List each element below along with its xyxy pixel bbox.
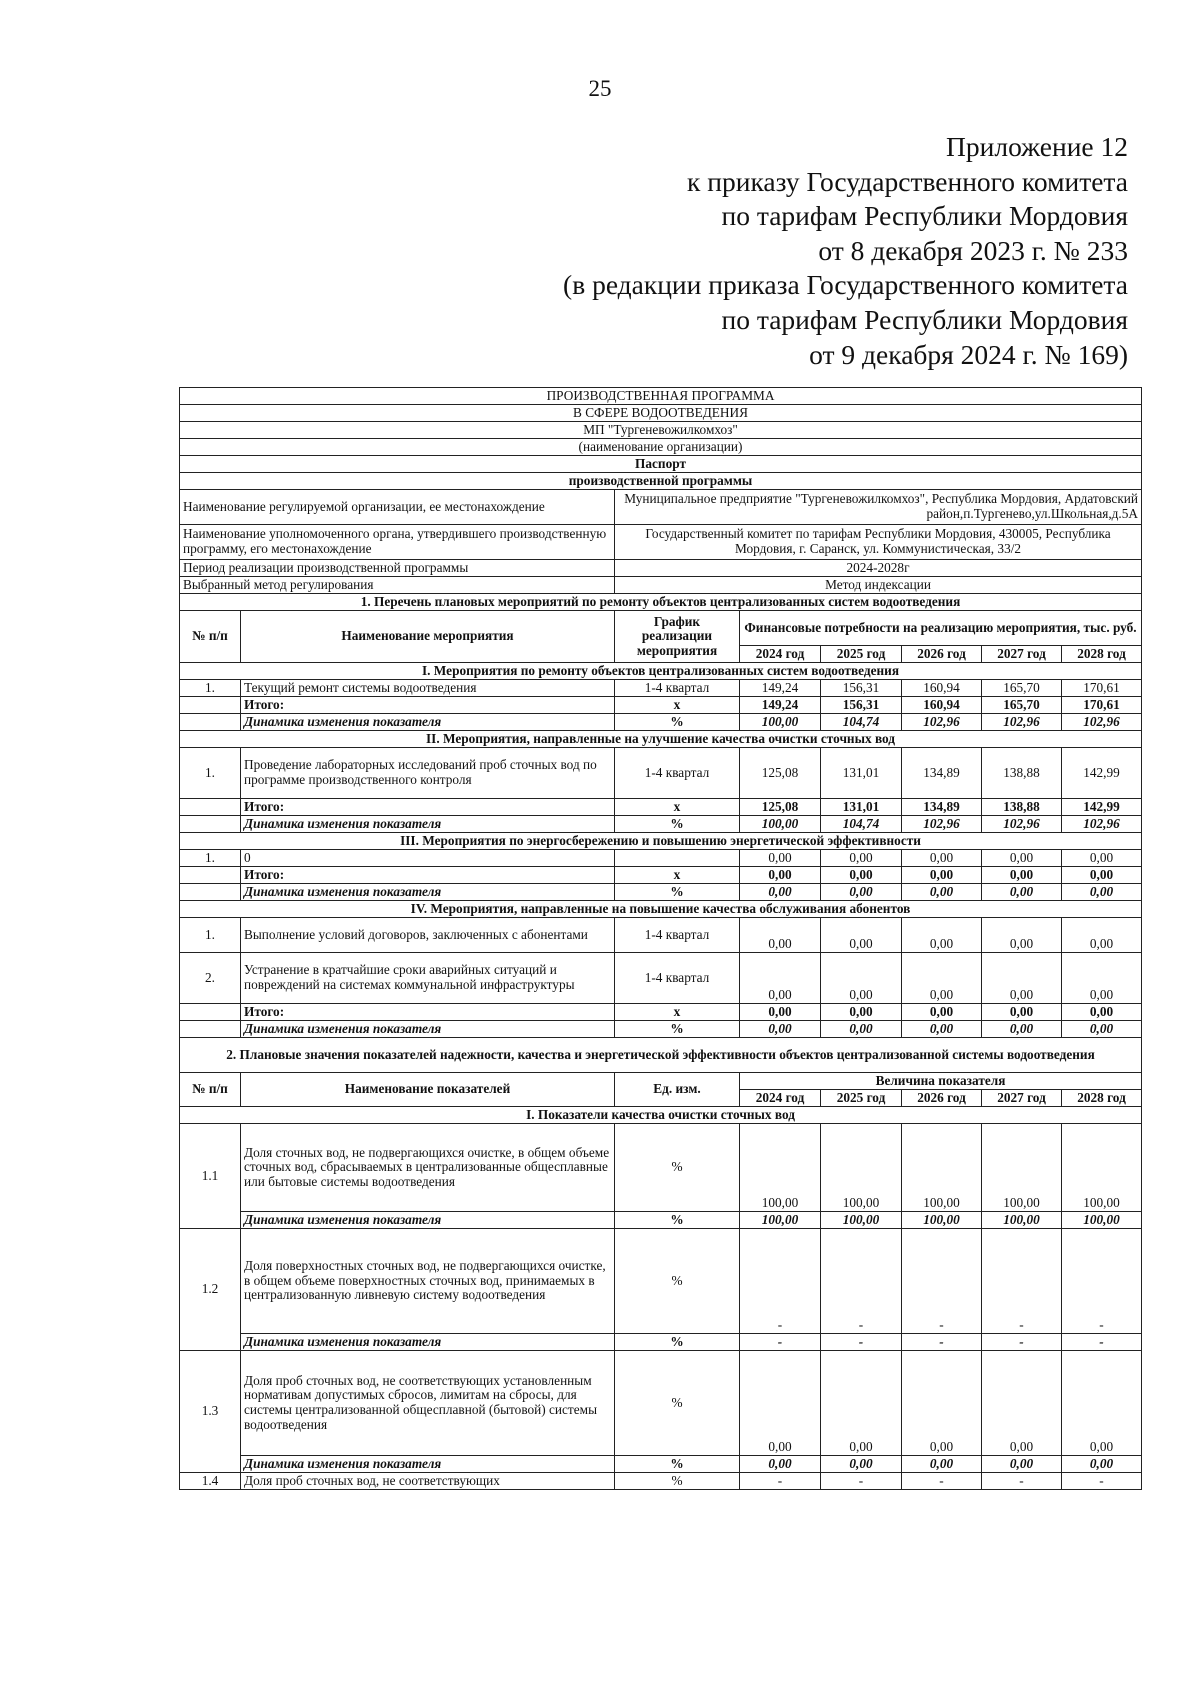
- col-header-name: Наименование мероприятия: [241, 611, 615, 663]
- page-number: 25: [588, 76, 612, 101]
- year-header: 2027 год: [982, 1090, 1062, 1107]
- dynamics-value: 0,00: [1062, 1021, 1142, 1038]
- total-unit: х: [615, 1004, 740, 1021]
- item-number: 1.: [180, 680, 241, 697]
- total-value: 125,08: [740, 799, 821, 816]
- program-title: ПРОИЗВОДСТВЕННАЯ ПРОГРАММА: [180, 388, 1142, 405]
- indicator-value: 0,00: [740, 1351, 821, 1456]
- item-value: 149,24: [740, 680, 821, 697]
- appendix-header: [563, 130, 1128, 372]
- item-number: 1.: [180, 748, 241, 799]
- item-value: 0,00: [740, 953, 821, 1004]
- dynamics-value: 0,00: [821, 884, 902, 901]
- dynamics-value: 104,74: [821, 816, 902, 833]
- dynamics-value: 0,00: [740, 1456, 821, 1473]
- dynamics-label: Динамика изменения показателя: [241, 1334, 615, 1351]
- indicator-value: -: [821, 1473, 902, 1490]
- dynamics-value: 0,00: [1062, 884, 1142, 901]
- indicator-value: -: [902, 1473, 982, 1490]
- indicator-value: -: [740, 1473, 821, 1490]
- dynamics-value: 0,00: [902, 1021, 982, 1038]
- production-program-table: [179, 387, 1142, 1490]
- passport-label: Период реализации производственной программы: [180, 560, 615, 577]
- indicator-value: 100,00: [982, 1124, 1062, 1212]
- indicator-name: Доля проб сточных вод, не соответствующих: [241, 1473, 615, 1490]
- dynamics-value: 100,00: [821, 1212, 902, 1229]
- total-value: 0,00: [740, 1004, 821, 1021]
- dynamics-num: [180, 816, 241, 833]
- appendix-line: Приложение 12: [946, 131, 1128, 162]
- appendix-line: к приказу Государственного комитета: [687, 165, 1128, 197]
- appendix-line: по тарифам Республики Мордовия: [721, 303, 1128, 335]
- item-number: 2.: [180, 953, 241, 1004]
- item-value: 0,00: [821, 953, 902, 1004]
- item-value: 0,00: [982, 850, 1062, 867]
- year-header: 2026 год: [902, 646, 982, 663]
- appendix-line: от 8 декабря 2023 г. № 233: [818, 234, 1128, 266]
- item-schedule: 1-4 квартал: [615, 748, 740, 799]
- item-number: 1.: [180, 850, 241, 867]
- section2-title: 2. Плановые значения показателей надежности, качества и энергетической эффективности объектов централизованной системы водоотведения: [180, 1038, 1142, 1073]
- dynamics-value: 100,00: [982, 1212, 1062, 1229]
- item-name: Устранение в кратчайшие сроки аварийных ситуаций и повреждений на системах коммунальной инфраструктуры: [241, 953, 615, 1004]
- item-value: 0,00: [1062, 918, 1142, 953]
- item-schedule: 1-4 квартал: [615, 680, 740, 697]
- passport-title: Паспорт: [180, 456, 1142, 473]
- dynamics-num: [180, 884, 241, 901]
- dynamics-value: 0,00: [821, 1456, 902, 1473]
- dynamics-value: 0,00: [1062, 1456, 1142, 1473]
- total-unit: х: [615, 697, 740, 714]
- year-header: 2028 год: [1062, 646, 1142, 663]
- item-value: 131,01: [821, 748, 902, 799]
- item-schedule: [615, 850, 740, 867]
- dynamics-value: -: [821, 1334, 902, 1351]
- total-value: 134,89: [902, 799, 982, 816]
- dynamics-value: 0,00: [740, 1021, 821, 1038]
- appendix-line: от 9 декабря 2024 г. № 169): [809, 338, 1128, 370]
- item-name: Выполнение условий договоров, заключенных с абонентами: [241, 918, 615, 953]
- dynamics-unit: %: [615, 884, 740, 901]
- indicator-value: 0,00: [821, 1351, 902, 1456]
- indicator-value: 100,00: [902, 1124, 982, 1212]
- total-num: [180, 697, 241, 714]
- indicator-value: -: [982, 1229, 1062, 1334]
- total-value: 0,00: [902, 1004, 982, 1021]
- total-value: 0,00: [982, 1004, 1062, 1021]
- total-value: 0,00: [821, 867, 902, 884]
- item-value: 0,00: [1062, 953, 1142, 1004]
- indicator-value: -: [1062, 1229, 1142, 1334]
- indicator-value: 100,00: [821, 1124, 902, 1212]
- section1-title: 1. Перечень плановых мероприятий по ремонту объектов централизованных систем водоотведения: [180, 594, 1142, 611]
- passport-subtitle: производственной программы: [180, 473, 1142, 490]
- dynamics-value: 100,00: [740, 816, 821, 833]
- indicator-value: -: [902, 1229, 982, 1334]
- passport-value: Государственный комитет по тарифам Республики Мордовия, 430005, Республика Мордовия, г. Саранск, ул. Коммунистическая, 33/2: [615, 525, 1142, 560]
- total-value: 170,61: [1062, 697, 1142, 714]
- indicator-unit: %: [615, 1351, 740, 1456]
- indicator-value: -: [740, 1229, 821, 1334]
- total-value: 0,00: [821, 1004, 902, 1021]
- col-header-value: Величина показателя: [740, 1073, 1142, 1090]
- item-value: 0,00: [902, 918, 982, 953]
- dynamics-value: 100,00: [902, 1212, 982, 1229]
- group-title: IV. Мероприятия, направленные на повышение качества обслуживания абонентов: [180, 901, 1142, 918]
- dynamics-value: -: [740, 1334, 821, 1351]
- item-name: 0: [241, 850, 615, 867]
- dynamics-value: -: [902, 1334, 982, 1351]
- dynamics-unit: %: [615, 1334, 740, 1351]
- passport-label: Выбранный метод регулирования: [180, 577, 615, 594]
- total-value: 165,70: [982, 697, 1062, 714]
- dynamics-value: -: [1062, 1334, 1142, 1351]
- passport-value: 2024-2028г: [615, 560, 1142, 577]
- indicator-value: -: [1062, 1473, 1142, 1490]
- indicator-value: 0,00: [902, 1351, 982, 1456]
- dynamics-value: 102,96: [982, 816, 1062, 833]
- dynamics-value: 102,96: [1062, 816, 1142, 833]
- item-value: 165,70: [982, 680, 1062, 697]
- group-title: III. Мероприятия по энергосбережению и повышению энергетической эффективности: [180, 833, 1142, 850]
- dynamics-unit: %: [615, 1021, 740, 1038]
- year-header: 2026 год: [902, 1090, 982, 1107]
- total-value: 149,24: [740, 697, 821, 714]
- organization-caption: (наименование организации): [180, 439, 1142, 456]
- indicator-number: 1.2: [180, 1229, 241, 1351]
- item-value: 0,00: [902, 850, 982, 867]
- dynamics-label: Динамика изменения показателя: [241, 714, 615, 731]
- item-name: Проведение лабораторных исследований проб сточных вод по программе производственного контроля: [241, 748, 615, 799]
- dynamics-label: Динамика изменения показателя: [241, 1212, 615, 1229]
- col-header-schedule: График реализации мероприятия: [615, 611, 740, 663]
- total-label: Итого:: [241, 1004, 615, 1021]
- dynamics-value: -: [982, 1334, 1062, 1351]
- dynamics-num: [180, 714, 241, 731]
- item-value: 138,88: [982, 748, 1062, 799]
- passport-value: Муниципальное предприятие "Тургеневожилкомхоз", Республика Мордовия, Ардатовский район,п.Тургенево,ул.Школьная,д.5А: [615, 490, 1142, 525]
- dynamics-unit: %: [615, 816, 740, 833]
- col-header-num: № п/п: [180, 611, 241, 663]
- total-label: Итого:: [241, 697, 615, 714]
- dynamics-value: 0,00: [821, 1021, 902, 1038]
- item-value: 0,00: [982, 953, 1062, 1004]
- year-header: 2024 год: [740, 1090, 821, 1107]
- item-value: 0,00: [821, 918, 902, 953]
- total-value: 0,00: [982, 867, 1062, 884]
- col-header-num: № п/п: [180, 1073, 241, 1107]
- total-value: 0,00: [902, 867, 982, 884]
- organization-name: МП "Тургеневожилкомхоз": [180, 422, 1142, 439]
- item-value: 160,94: [902, 680, 982, 697]
- dynamics-label: Динамика изменения показателя: [241, 1456, 615, 1473]
- year-header: 2027 год: [982, 646, 1062, 663]
- item-name: Текущий ремонт системы водоотведения: [241, 680, 615, 697]
- dynamics-value: 0,00: [982, 1456, 1062, 1473]
- dynamics-value: 102,96: [982, 714, 1062, 731]
- indicator-number: 1.4: [180, 1473, 241, 1490]
- indicator-unit: %: [615, 1124, 740, 1212]
- total-value: 131,01: [821, 799, 902, 816]
- total-label: Итого:: [241, 867, 615, 884]
- dynamics-label: Динамика изменения показателя: [241, 816, 615, 833]
- item-value: 142,99: [1062, 748, 1142, 799]
- dynamics-unit: %: [615, 1456, 740, 1473]
- item-value: 156,31: [821, 680, 902, 697]
- dynamics-value: 100,00: [740, 714, 821, 731]
- year-header: 2024 год: [740, 646, 821, 663]
- dynamics-value: 100,00: [740, 1212, 821, 1229]
- dynamics-num: [180, 1021, 241, 1038]
- indicator-value: 100,00: [1062, 1124, 1142, 1212]
- indicator-unit: %: [615, 1473, 740, 1490]
- dynamics-unit: %: [615, 714, 740, 731]
- indicator-value: 0,00: [1062, 1351, 1142, 1456]
- dynamics-value: 0,00: [982, 884, 1062, 901]
- total-value: 0,00: [1062, 1004, 1142, 1021]
- dynamics-value: 0,00: [902, 884, 982, 901]
- indicator-value: -: [982, 1473, 1062, 1490]
- year-header: 2028 год: [1062, 1090, 1142, 1107]
- item-value: 134,89: [902, 748, 982, 799]
- total-num: [180, 1004, 241, 1021]
- passport-label: Наименование уполномоченного органа, утвердившего производственную программу, его местонахождение: [180, 525, 615, 560]
- dynamics-value: 102,96: [902, 816, 982, 833]
- group-title: I. Мероприятия по ремонту объектов централизованных систем водоотведения: [180, 663, 1142, 680]
- dynamics-value: 104,74: [821, 714, 902, 731]
- item-value: 0,00: [982, 918, 1062, 953]
- item-value: 125,08: [740, 748, 821, 799]
- col-header-finance: Финансовые потребности на реализацию мероприятия, тыс. руб.: [740, 611, 1142, 646]
- indicator-name: Доля проб сточных вод, не соответствующих установленным нормативам допустимых сбросов, лимитам на сбросы, для системы централизованной общесплавной (бытовой) системы водоотведения: [241, 1351, 615, 1456]
- col-header-name: Наименование показателей: [241, 1073, 615, 1107]
- indicator-name: Доля поверхностных сточных вод, не подвергающихся очистке, в общем объеме поверхностных сточных вод, принимаемых в централизованную ливневую систему водоотведения: [241, 1229, 615, 1334]
- group-title: I. Показатели качества очистки сточных вод: [180, 1107, 1142, 1124]
- total-num: [180, 799, 241, 816]
- dynamics-value: 0,00: [740, 884, 821, 901]
- item-value: 170,61: [1062, 680, 1142, 697]
- group-title: II. Мероприятия, направленные на улучшение качества очистки сточных вод: [180, 731, 1142, 748]
- item-value: 0,00: [821, 850, 902, 867]
- year-header: 2025 год: [821, 1090, 902, 1107]
- item-value: 0,00: [902, 953, 982, 1004]
- total-unit: х: [615, 867, 740, 884]
- total-value: 138,88: [982, 799, 1062, 816]
- indicator-value: -: [821, 1229, 902, 1334]
- col-header-unit: Ед. изм.: [615, 1073, 740, 1107]
- total-num: [180, 867, 241, 884]
- dynamics-value: 102,96: [1062, 714, 1142, 731]
- indicator-value: 0,00: [982, 1351, 1062, 1456]
- indicator-value: 100,00: [740, 1124, 821, 1212]
- item-value: 0,00: [740, 850, 821, 867]
- dynamics-value: 102,96: [902, 714, 982, 731]
- dynamics-label: Динамика изменения показателя: [241, 884, 615, 901]
- item-schedule: 1-4 квартал: [615, 953, 740, 1004]
- indicator-number: 1.3: [180, 1351, 241, 1473]
- indicator-number: 1.1: [180, 1124, 241, 1229]
- dynamics-unit: %: [615, 1212, 740, 1229]
- passport-label: Наименование регулируемой организации, ее местонахождение: [180, 490, 615, 525]
- dynamics-label: Динамика изменения показателя: [241, 1021, 615, 1038]
- total-value: 156,31: [821, 697, 902, 714]
- total-value: 0,00: [1062, 867, 1142, 884]
- total-value: 142,99: [1062, 799, 1142, 816]
- dynamics-value: 0,00: [902, 1456, 982, 1473]
- total-value: 0,00: [740, 867, 821, 884]
- appendix-line: (в редакции приказа Государственного комитета: [563, 269, 1128, 301]
- program-subtitle: В СФЕРЕ ВОДООТВЕДЕНИЯ: [180, 405, 1142, 422]
- dynamics-value: 0,00: [982, 1021, 1062, 1038]
- indicator-name: Доля сточных вод, не подвергающихся очистке, в общем объеме сточных вод, сбрасываемых в централизованные общесплавные или бытовые системы водоотведения: [241, 1124, 615, 1212]
- total-value: 160,94: [902, 697, 982, 714]
- item-value: 0,00: [1062, 850, 1142, 867]
- total-unit: х: [615, 799, 740, 816]
- item-schedule: 1-4 квартал: [615, 918, 740, 953]
- total-label: Итого:: [241, 799, 615, 816]
- year-header: 2025 год: [821, 646, 902, 663]
- appendix-line: по тарифам Республики Мордовия: [721, 200, 1128, 232]
- dynamics-value: 100,00: [1062, 1212, 1142, 1229]
- passport-value: Метод индексации: [615, 577, 1142, 594]
- item-number: 1.: [180, 918, 241, 953]
- indicator-unit: %: [615, 1229, 740, 1334]
- item-value: 0,00: [740, 918, 821, 953]
